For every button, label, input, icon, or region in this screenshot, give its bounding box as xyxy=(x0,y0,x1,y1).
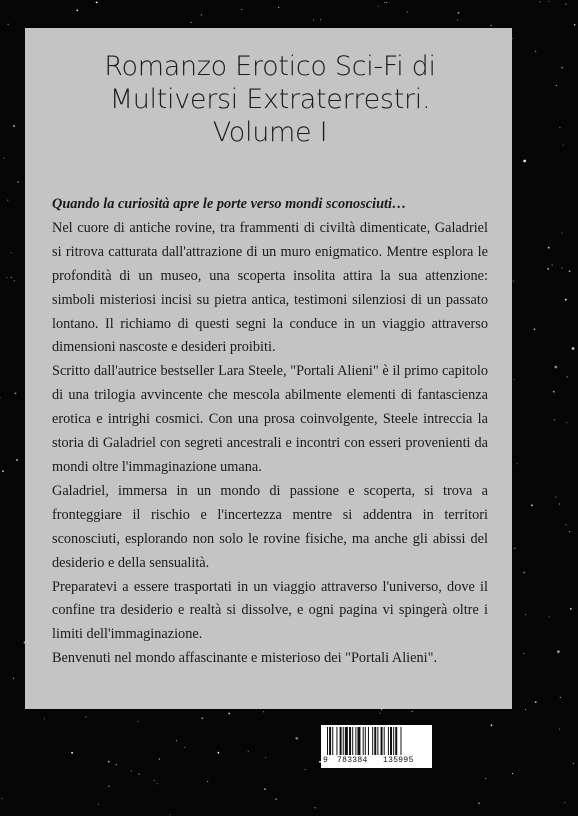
star xyxy=(549,616,550,617)
star xyxy=(13,678,14,679)
star xyxy=(16,459,18,461)
title-line-3: Volume I xyxy=(212,117,328,148)
star xyxy=(7,200,8,201)
star xyxy=(478,802,480,804)
blurb-paragraph-2: Scritto dall'autrice bestseller Lara Steele, "Portali Alieni" è il primo capitolo di una trilogia avvincente che mescola abilmente elementi di fantascienza erotica e intrighi cosmici. Con una prosa coinvolgente, Steele intreccia la storia di Galadriel con segreti ancestrali e incontri con esseri provenienti da mondi oltre l'immaginazione umana. xyxy=(52,363,488,475)
barcode-bar xyxy=(374,727,376,755)
star xyxy=(116,764,117,765)
star xyxy=(137,721,138,722)
star xyxy=(407,11,408,12)
star xyxy=(560,697,561,698)
star xyxy=(218,752,220,754)
star xyxy=(8,24,9,25)
barcode-bar xyxy=(349,727,351,755)
barcode-bar xyxy=(363,727,364,755)
barcode-bar xyxy=(401,727,402,755)
star xyxy=(201,717,203,719)
star xyxy=(573,763,574,764)
star xyxy=(381,709,382,710)
star xyxy=(553,391,555,393)
star xyxy=(554,419,555,420)
title-line-1: Romanzo Erotico Sci-Fi di xyxy=(104,51,436,82)
star xyxy=(313,19,314,20)
star xyxy=(108,761,110,763)
star xyxy=(108,786,109,787)
star xyxy=(513,281,514,282)
star xyxy=(76,10,78,12)
star xyxy=(96,2,98,4)
barcode-bar xyxy=(357,727,360,755)
star xyxy=(565,299,567,301)
star xyxy=(248,751,249,752)
star xyxy=(386,2,387,3)
tagline: Quando la curiosità apre le porte verso mondi sconosciuti… xyxy=(52,196,407,212)
star xyxy=(512,773,513,774)
star xyxy=(157,783,158,784)
star xyxy=(295,737,298,740)
star xyxy=(138,774,139,775)
star xyxy=(569,270,571,272)
barcode-bar xyxy=(336,727,337,755)
star xyxy=(2,470,4,472)
barcode-bar xyxy=(368,727,369,755)
star xyxy=(561,232,562,233)
barcode-bars xyxy=(327,727,426,757)
barcode-bar xyxy=(355,727,356,755)
star xyxy=(561,67,563,69)
barcode-bar xyxy=(329,727,331,755)
star xyxy=(457,19,458,20)
barcode-bar xyxy=(327,727,328,755)
star xyxy=(516,463,517,464)
book-title xyxy=(52,50,488,149)
star xyxy=(570,608,572,610)
barcode-bar xyxy=(395,727,397,755)
star xyxy=(154,780,155,781)
barcode-bar xyxy=(377,727,378,755)
star xyxy=(228,713,230,715)
star xyxy=(0,397,1,398)
star xyxy=(547,268,549,270)
star xyxy=(491,25,492,26)
star xyxy=(305,769,306,770)
title-line-2: Multiversi Extraterrestri. xyxy=(109,84,431,115)
star xyxy=(264,788,266,790)
star xyxy=(265,757,266,758)
star xyxy=(44,718,45,719)
star xyxy=(4,158,5,159)
star xyxy=(549,1,550,2)
barcode-bar xyxy=(393,727,394,755)
star xyxy=(275,798,277,800)
star xyxy=(554,366,557,369)
star xyxy=(315,807,316,808)
blurb-paragraph-3: Galadriel, immersa in un mondo di passione e scoperta, si trova a fronteggiare il rischio e l'incertezza mentre si addentra in territori sconosciuti, esplorando non solo le rovine fisiche, ma anche gli abissi del desiderio e della sensualità. xyxy=(52,482,488,571)
star xyxy=(523,160,526,163)
isbn-lead-digit: 9 xyxy=(323,756,329,765)
star xyxy=(15,392,17,394)
star xyxy=(523,572,525,574)
isbn-barcode xyxy=(321,725,432,768)
star xyxy=(184,747,185,748)
back-cover-panel xyxy=(25,28,512,709)
star xyxy=(564,802,565,803)
star xyxy=(531,504,533,506)
barcode-bar xyxy=(340,727,342,755)
barcode-bar xyxy=(384,727,385,755)
star xyxy=(569,531,570,532)
star xyxy=(14,280,15,281)
star xyxy=(207,781,208,782)
star xyxy=(525,709,526,710)
barcode-bar xyxy=(345,727,348,755)
star xyxy=(525,614,526,615)
star xyxy=(559,503,560,504)
star xyxy=(559,729,560,730)
star xyxy=(523,653,524,654)
star xyxy=(565,524,566,525)
star xyxy=(555,497,556,498)
blurb-paragraph-4: Preparatevi a essere trasportati in un viaggio attraverso l'universo, dove il confine tra desiderio e realtà si dissolve, e ogni pagina vi spingerà oltre i limiti dell'immaginazione. xyxy=(52,578,488,643)
star xyxy=(13,125,15,127)
star xyxy=(191,22,192,23)
barcode-bar xyxy=(343,727,344,755)
star xyxy=(535,51,536,52)
barcode-bar xyxy=(388,727,389,755)
star xyxy=(159,759,160,760)
star xyxy=(11,252,12,253)
star xyxy=(278,7,279,8)
star xyxy=(514,379,515,380)
blurb-paragraph-5: Benvenuti nel mondo affascinante e misterioso dei "Portali Alieni". xyxy=(52,650,438,667)
star xyxy=(534,328,536,330)
star xyxy=(567,376,568,377)
star xyxy=(384,2,385,3)
blurb xyxy=(52,193,488,671)
star xyxy=(98,804,99,805)
barcode-bar xyxy=(390,727,392,755)
blurb-paragraph-1: Nel cuore di antiche rovine, tra frammenti di civiltà dimenticate, Galadriel si ritrova catturata dall'attrazione di un muro enigmatico. Mentre esplora le profondità di un museo, una scoperta insolita attira la sua attenzione: simboli misteriosi incisi su pietra antica, testimoni silenziosi di un passato lontano. Il richiamo di questi segni la conduce in un viaggio attraverso dimensioni nascoste e desideri proibiti. xyxy=(52,219,488,356)
star xyxy=(320,19,321,20)
star xyxy=(17,181,19,183)
barcode-bar xyxy=(352,727,353,755)
star xyxy=(201,14,202,15)
isbn-right-group: 135995 xyxy=(383,756,414,765)
star xyxy=(566,422,567,423)
star xyxy=(556,85,557,86)
isbn-left-group: 783384 xyxy=(337,756,368,765)
barcode-bar xyxy=(372,727,373,755)
star xyxy=(485,778,486,779)
star xyxy=(572,347,575,350)
star xyxy=(131,770,132,771)
star xyxy=(491,724,493,726)
star xyxy=(241,9,242,10)
barcode-bar xyxy=(381,727,383,755)
star xyxy=(11,277,12,278)
star xyxy=(6,277,7,278)
barcode-bar xyxy=(365,727,366,755)
star xyxy=(380,713,381,714)
star xyxy=(263,711,264,712)
star xyxy=(574,24,576,26)
star xyxy=(548,247,550,249)
star xyxy=(565,4,566,5)
star xyxy=(514,548,515,549)
star xyxy=(559,127,560,128)
star xyxy=(412,711,413,712)
star xyxy=(552,265,553,266)
barcode-bar xyxy=(332,727,333,755)
star xyxy=(561,268,562,269)
star xyxy=(557,650,560,653)
star xyxy=(458,12,460,14)
star xyxy=(2,798,3,799)
star xyxy=(535,701,537,703)
star xyxy=(85,716,86,717)
star xyxy=(170,814,171,815)
star xyxy=(563,144,564,145)
star xyxy=(71,752,73,754)
star xyxy=(176,740,177,741)
star xyxy=(378,6,379,7)
star xyxy=(539,1,540,2)
